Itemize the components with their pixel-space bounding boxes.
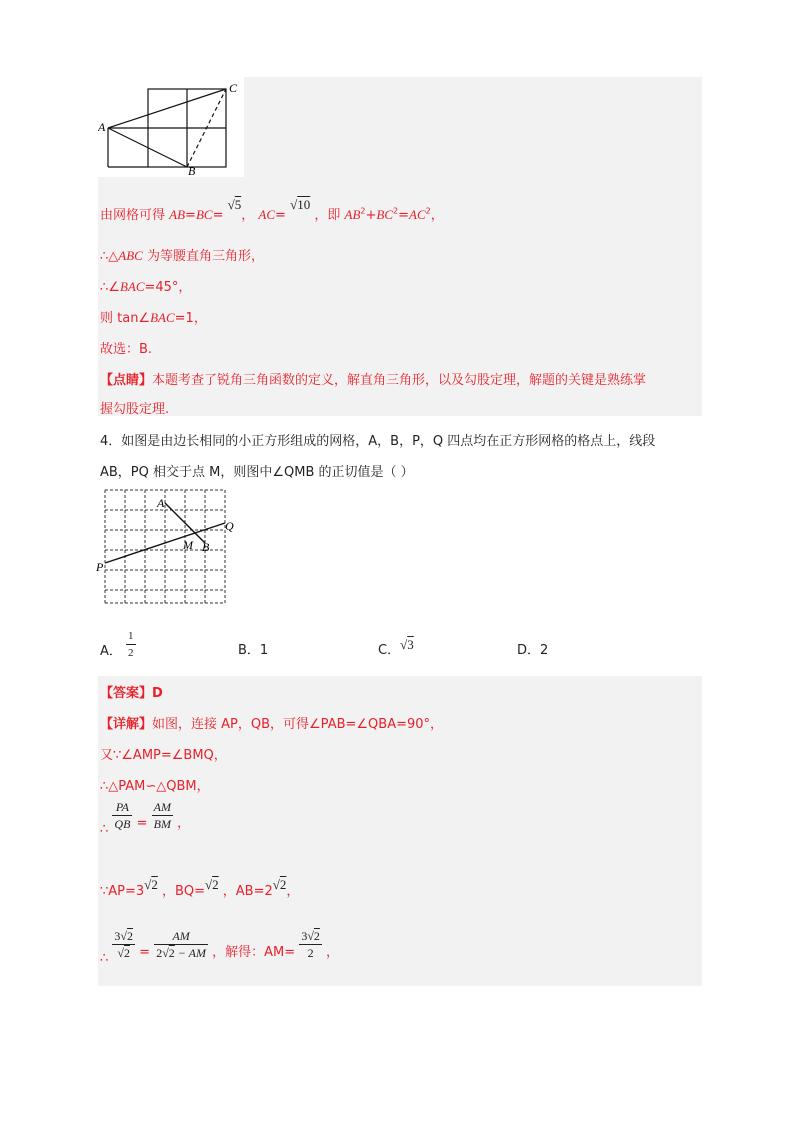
option-b[interactable]: B．1 — [238, 643, 269, 658]
question4-line1: 4．如图是由边长相同的小正方形组成的网格，A，B，P，Q 四点均在正方形网格的格点上，线段 — [100, 434, 656, 449]
option-a[interactable]: A． $\frac{1}{2}$ — [100, 630, 134, 659]
label-p: P — [96, 560, 104, 574]
label-c: C — [229, 81, 238, 95]
solution4-detail: 【详解】如图，连接 AP，QB，可得∠PAB=∠QBA=90°， — [100, 717, 444, 732]
label-b: B — [202, 540, 210, 554]
solution3-line5: 故选：B. — [100, 342, 153, 357]
solution4-given-line: ∵AP=3√2 ，BQ=√2 ，AB=2√2， — [100, 877, 300, 899]
option-d[interactable]: D．2 — [517, 643, 549, 658]
solution3-line4: 则 tan∠BAC=1， — [100, 310, 207, 326]
solution3-line3: ∴∠BAC=45°， — [100, 279, 192, 295]
sqrt-10: √10 — [290, 197, 311, 212]
solution3-comment: 【点睛】本题考查了锐角三角函数的定义，解直角三角形，以及勾股定理，解题的关键是熟练掌 — [100, 373, 647, 388]
solution4-answer: 【答案】D — [100, 686, 163, 701]
sqrt-3: √3 — [400, 637, 414, 652]
grid-figure-triangle-abc — [98, 77, 244, 177]
label-a: A — [157, 496, 165, 510]
label-m: M — [183, 538, 193, 552]
grid-figure-abpq — [96, 485, 242, 609]
label-b: B — [188, 164, 196, 177]
question4-line2: AB，PQ 相交于点 M，则图中∠QMB 的正切值是（ ） — [100, 465, 414, 480]
option-c[interactable]: C．√3 — [378, 637, 414, 658]
solution4-solve-line: ∴ $\frac{3√2}{√2}$ = $\frac{AM}{2√2 - AM}$ ，解得：AM= $\frac{3√2}{2}$ ， — [100, 929, 340, 966]
solution3-comment-cont: 握勾股定理. — [100, 402, 170, 417]
solution4-fraction-line: ∴ $\frac{PA}{QB}$ = $\frac{AM}{BM}$ ， — [100, 800, 191, 837]
solution3-line1: 由网格可得 AB=BC= √5， AC= √10 ，即 $AB^2+BC^2=AC^2$， — [100, 197, 444, 223]
solution4-line3: ∴△PAM∽△QBM， — [100, 779, 210, 794]
sqrt-5: √5 — [227, 197, 242, 212]
label-q: Q — [225, 519, 234, 533]
solution3-line2: ∴△ABC 为等腰直角三角形， — [100, 248, 264, 264]
solution4-line2: 又∵∠AMP=∠BMQ， — [100, 748, 227, 763]
label-a: A — [98, 120, 106, 134]
